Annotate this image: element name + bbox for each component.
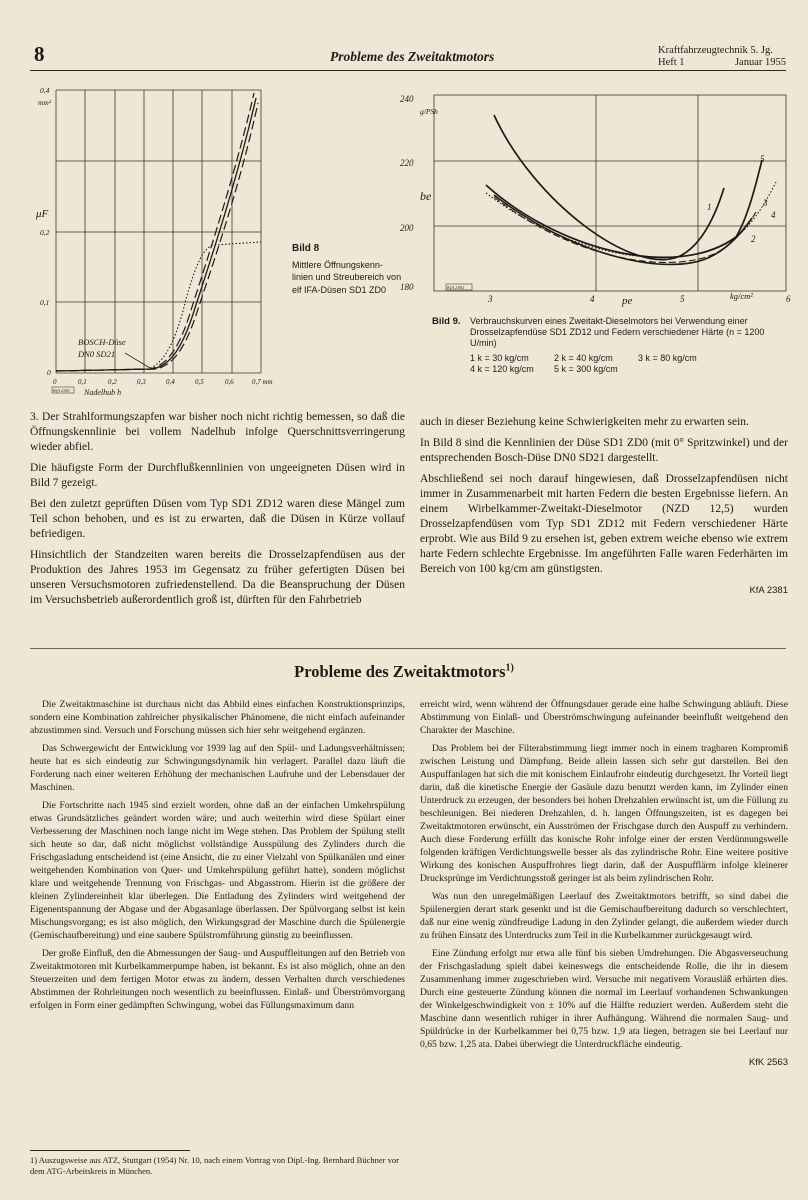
k-value: 2 k = 40 kg/cm [554, 353, 613, 363]
paragraph: auch in dieser Beziehung keine Schwierigkeiten mehr zu erwarten sein. [420, 416, 749, 428]
annotation-bosch: BOSCH-Düse [78, 337, 126, 347]
figure-9-caption-text: Verbrauchskurven eines Zweitakt-Dieselmotors bei Verwendung einer Drosselzapfendüse SD1 ZD12 und Federn verschiedener Härte (n = 1200 U/min) [470, 316, 765, 348]
y-tick: 200 [400, 223, 414, 233]
figure-9-x-unit: kg/cm² [730, 291, 753, 301]
x-tick: 4 [590, 294, 595, 304]
figure-9-k-row-2 [432, 364, 792, 375]
paragraph: Was nun den unregelmäßigen Leerlauf des Zweitaktmotors betrifft, so sind dabei die Spülenergien derart stark gesenkt und ist die Gemischaufbereitung dadurch so verschlechtert, daß nur eine wenig zündfreudige Ladung in den Zylinder gelangt, die außerdem wieder durch zu frühen Einsatz des Unterdrucks zum Teil in die Kurbelkammer zurückgesaugt wird. [420, 891, 788, 941]
paragraph: Die häufigste Form der Durchflußkennlinien von ungeeigneten Düsen wird in Bild 7 gezeigt. [30, 462, 405, 489]
figure-9-chart [400, 92, 794, 307]
figure-8-caption-text: Mittlere Öffnungskenn-linien und Streubereich von elf IFA-Düsen SD1 ZD0 [292, 259, 402, 295]
figure-9-y-ticks [400, 94, 414, 292]
figure-8-chart [30, 85, 290, 397]
figure-9-x-label: pe [622, 295, 633, 307]
section-separator [30, 648, 786, 649]
paragraph: Eine Zündung erfolgt nur etwa alle fünf bis sieben Umdrehungen. Die Abgasverseuchung der Frischgasladung spielt dabei keineswegs die entscheidende Rolle, die ihr in diesem Zusammenhang immer zugeschrieben wird. Versuche mit negativem Vorausläß erhärten dies. Durch eine gesteuerte Zündung können die normal im Leerlauf vorhandenen Schwankungen der Winkelgeschwindigkeit von ± 10% auf die Hälfte reduziert werden. Außerdem steht die Maschine dann wesentlich ruhiger in ihrer Aufhängung. Während die normalen Saug- und Spüldrücke in der Kurbelkammer bei 0,75 bzw. 1,9 ata liegen, betragen sie bei Leerlauf nur 0,65 bzw. 1,25 ata. Dabei überwiegt die Unterdruckfläche eindeutig. [420, 948, 788, 1050]
curve-label: 1 [707, 202, 712, 212]
paragraph: Das Schwergewicht der Entwicklung vor 1939 lag auf den Spül- und Ladungsverhältnissen; heute hat es sich eindeutig zur Schwingungsdynamik hin verlagert. Parallel dazu läuft die Forderung nach einer weiteren Erhöhung der mechanischen Laufruhe und der Lebensdauer der Maschinen. [30, 743, 405, 793]
upper-right-column [420, 415, 788, 598]
running-title: Probleme des Zweitaktmotors [330, 49, 495, 64]
figure-8-x-ticks [53, 378, 273, 386]
y-tick: 0,4 [40, 86, 50, 95]
curve-label: 2 [751, 234, 756, 244]
curve-label: 4 [771, 210, 776, 220]
upper-left-column [30, 410, 405, 614]
upper-kfa-code: KfA 2381 [749, 585, 788, 596]
curve-5 [486, 160, 762, 257]
figure-9-caption-label: Bild 9. [432, 316, 461, 327]
figure-8-stamp: KfA 2381 [53, 388, 71, 393]
figure-9-curves [486, 115, 776, 264]
paragraph: Abschließend sei noch darauf hingewiesen, daß Drosselzapfendüsen nicht immer in Zusammenarbeit mit harten Federn die besten Ergebnisse liefern. An einem Wirbelkammer-Zweitakt-Dieselmotor (NZD 12,5) wurden Drosselzapfendüsen vom Typ SD1 ZD12 mit Federn verschiedener Härte erprobt. Wie aus Bild 9 zu ersehen ist, geben extrem weiche ebenso wie extrem harte Federn schlechte Ergebnisse. Im angeführten Falle waren Federhärten im Bereich von 100 kg/cm am günstigsten. [420, 473, 788, 575]
section-title [0, 662, 808, 682]
figure-9-caption [432, 316, 792, 375]
k-value: 5 k = 300 kg/cm [554, 364, 618, 374]
paragraph: 3. Der Strahlformungszapfen war bisher noch nicht richtig bemessen, so daß die Öffnungskennlinie bei vollem Nadelhub infolge Querschnittsverringerung wieder abfiel. [30, 411, 405, 453]
page-header [30, 40, 786, 71]
footnote-rule [30, 1150, 190, 1151]
x-tick: 0,6 [225, 378, 234, 386]
paragraph: In Bild 8 sind die Kennlinien der Düse SD1 ZD0 (mit 0° Spritzwinkel) und der entsprechenden Bosch-Düse DN0 SD21 dargestellt. [420, 437, 788, 464]
annotation-dn0: DN0 SD21 [78, 349, 116, 359]
x-tick: 5 [680, 294, 685, 304]
x-tick: 0,2 [108, 378, 117, 386]
paragraph: Hinsichtlich der Standzeiten waren bereits die Drosselzapfendüsen aus der Produktion des Jahres 1953 im Gegensatz zu früher gefertigten Düsen bei unseren Versuchsmotoren zufriedenstellend. Da die Beanspruchung der Düsen im Versuchsbetrieb außerordentlich groß ist, dürften für den Fahrbetrieb [30, 549, 405, 606]
k-value: 3 k = 80 kg/cm [638, 353, 697, 363]
lower-right-column [420, 698, 788, 1069]
y-tick: 180 [400, 282, 414, 292]
paragraph: Bei den zuletzt geprüften Düsen vom Typ SD1 ZD12 waren diese Mängel zum Teil schon behoben, und es ist zu erwarten, daß die Düsen in Kürze vollauf befriedigen. [30, 498, 405, 540]
section-title-text: Probleme des Zweitaktmotors [294, 662, 506, 681]
x-tick: 0 [53, 378, 57, 386]
paragraph: Die Fortschritte nach 1945 sind erzielt worden, ohne daß an der einfachen Umkehrspülung etwas Grundsätzliches geändert worden wäre; und auch weiterhin wird diese Spülart einer Verbesserung der Maschinen noch lange nicht im Wege stehen. Das Problem der Spülung stellt sich heute so dar, daß nicht möglichst vollständige Ausspülung des Zylinders durch die Frischgasladung entscheidend ist (eine Ansicht, die zu einer Vielzahl von Spülkanälen und einer weitgehenden Kombination von Quer- und Umkehrspülung geführt hatte), sondern möglichst klare und weitgehende Trennung von Frischgas- und Abgasstrom. Hierin ist die größere der kleinen Zylindereinheit klar überlegen. Die Entladung des Zylinders wird weitgehend der Eigenentspannung der Abgase und der Abgasanlage überlassen. Der Spülvorgang selbst ist kein Mischungsvorgang; es ist also möglich, den Wirkungsgrad der Maschine durch die Spülenergie (Gemischaufbereitung) und eine saubere Spülstromführung günstig zu beeinflussen. [30, 800, 405, 941]
figure-8-y-ticks [40, 86, 51, 377]
journal-name: Kraftfahrzeugtechnik 5. Jg. [658, 45, 773, 56]
y-tick: 0,2 [40, 228, 50, 237]
journal-date: Januar 1955 [734, 57, 786, 68]
annotation-leader [125, 353, 150, 368]
lower-kfk-code: KfK 2563 [748, 1057, 788, 1068]
x-tick: 6 [786, 294, 791, 304]
paragraph: Der große Einfluß, den die Abmessungen der Saug- und Auspuffleitungen auf den Betrieb von Zweitaktmotoren mit Kurbelkammerpumpe haben, ist bekannt. Es ist also möglich, ohne an den Steuerzeiten und dem fertigen Motor etwas zu ändern, dessen Verhalten durch verschiedenes Abstimmen der Rohrleitungen noch wesentlich zu beeinflussen. Einlaß- und Überströmvorgang erfolgen in Form einer gedämpften Schwingung, wobei das Füllungsmaximum dann [30, 948, 405, 1011]
figure-9-y-label: be [420, 189, 432, 203]
y-tick: 0,1 [40, 298, 50, 307]
curve-scatter-lower [56, 103, 258, 371]
figure-9-y-unit: g/PSh [420, 107, 438, 116]
x-tick: 0,3 [137, 378, 146, 386]
x-tick: 0,7 mm [252, 378, 273, 386]
page-number: 8 [34, 42, 45, 66]
y-tick: 220 [400, 158, 414, 168]
figure-8-caption [292, 243, 402, 296]
journal-info [658, 45, 786, 69]
figure-8-y-unit: mm² [38, 98, 52, 107]
y-tick: 240 [400, 94, 414, 104]
x-tick: 0,5 [195, 378, 204, 386]
paragraph: Das Problem bei der Filterabstimmung liegt immer noch in einem tragbaren Kompromiß zwischen Leistung und Dämpfung. Beide allein lassen sich sehr gut darstellen. Bei den Auspuffanlagen hat sich die mit konischem Einlaufrohr eindeutig durchgesetzt. Ihr Vorteil liegt darin, daß die kinetische Energie der Gasäule dazu benutzt werden kann, im Zylinder einen Unterdruck zu erzeugen, der besonders bei hohen Drehzahlen erwünscht ist, um die Füllung zu beschleunigen. Bei niederen Drehzahlen, d. h. langen Öffnungszeiten, ist es dagegen bei Zweitaktmotoren erwünscht, ein Ausströmen der Frischgase durch den Auspuff zu verhindern. Auch diese Forderung erfüllt das konische Rohr infolge einer der ersten Verdünnungswelle folgenden kräftigen Verdichtungswelle besser als das zylindrische Rohr. Eine weitere positive Wirkung des konischen Auspuffrohres liegt darin, daß der Auspufflärm infolge kleinerer Drucksprünge im Verdichtungsstoß geringer ist als beim zylindrischen Rohr. [420, 743, 788, 884]
figure-8-y-label: μF [36, 208, 49, 220]
curve-label: 3 [763, 198, 768, 208]
x-tick: 0,4 [166, 378, 175, 386]
paragraph: erreicht wird, wenn während der Öffnungsdauer gerade eine halbe Schwingung abläuft. Diese Abstimmung von Einlaß- und Überströmschwingung aufeinander beeinflußt weitgehend den Charakter der Maschine. [420, 699, 788, 736]
x-tick: 3 [488, 294, 493, 304]
figure-9-stamp: KfA 2382 [447, 285, 465, 290]
lower-left-column [30, 698, 405, 1017]
figure-9 [400, 92, 794, 307]
section-title-footnote-ref: 1) [505, 662, 514, 674]
figure-8-x-label: Nadelhub h [84, 388, 122, 397]
figure-8 [30, 85, 290, 397]
footnote: 1) Auszugsweise aus ATZ, Stuttgart (1954) Nr. 10, nach einem Vortrag von Dipl.-Ing. Bernhard Büchner vor dem ATG-Arbeitskreis in München. [30, 1155, 399, 1176]
paragraph: Die Zweitaktmaschine ist durchaus nicht das Abbild eines einfachen Konstruktionsprinzips, sondern eine Kombination zahlreicher physikalischer Phänomene, die nicht einfach aufeinander abzustimmen sind. Versuch und Forschung müssen sich hier sehr weitgehend ergänzen. [30, 699, 405, 736]
figure-8-caption-label: Bild 8 [292, 243, 320, 254]
figure-9-k-row-1 [432, 353, 792, 364]
k-value: 1 k = 30 kg/cm [470, 353, 529, 363]
journal-issue: Heft 1 [658, 57, 685, 68]
curve-1 [494, 115, 724, 260]
curve-mean [56, 98, 256, 371]
k-value: 4 k = 120 kg/cm [470, 364, 534, 374]
figure-8-grid [56, 90, 261, 373]
y-tick: 0 [47, 368, 51, 377]
curve-label: 5 [760, 154, 765, 164]
x-tick: 0,1 [78, 378, 87, 386]
